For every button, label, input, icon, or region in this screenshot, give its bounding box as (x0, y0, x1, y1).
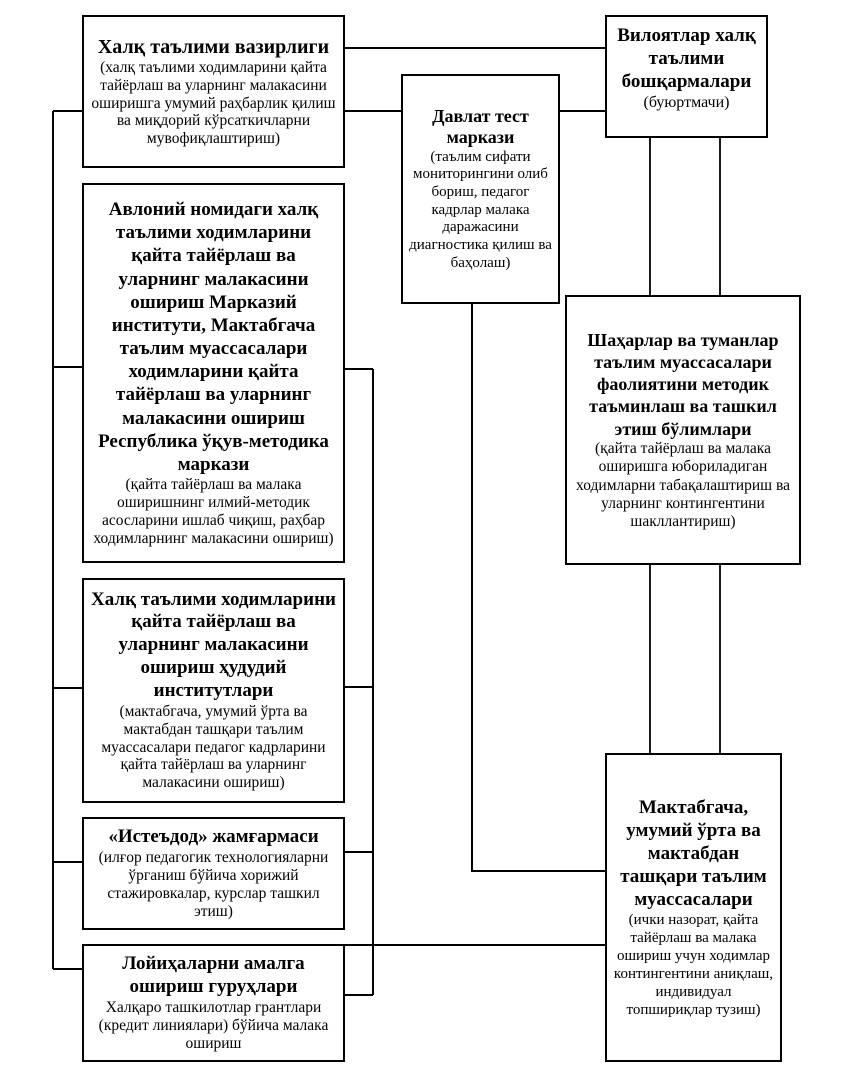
box-ministry (82, 15, 345, 168)
box-state-test-center-desc: (таълим сифати мониторингини олиб бориш, педагог кадрлар малака даражасини диагностика қилиш ва баҳолаш) (409, 148, 552, 271)
box-viloyat-departments-desc: (буюртмачи) (643, 94, 730, 112)
box-ministry-title: Халқ таълими вазирлиги (97, 35, 330, 58)
box-project-groups-desc: Халқаро ташкилотлар грантлари (кредит линиялари) бўйича малака ошириш (98, 998, 329, 1052)
box-istedod-foundation-desc: (илғор педагогик технологияларни ўрганиш бўйича хорижий стажировкалар, курслар ташкил этиш) (98, 848, 329, 920)
box-avloniy-institute-desc: (қайта тайёрлаш ва малака оширишнинг илмий-методик асосларини ишлаб чиқиш, раҳбар ходимларнинг малакасини ошириш) (93, 476, 334, 547)
box-state-test-center (401, 74, 560, 304)
box-avloniy-institute-title: Авлоний номидаги халқ таълими ходимларини қайта тайёрлаш ва уларнинг малакасини ошириш Марказий институти, Мактабгача таълим муассасалари ходимларини қайта тайёрлаш ва уларнинг малакасини ошириш Республика ўқув-методика маркази (98, 199, 329, 475)
box-regional-institutes (82, 578, 345, 803)
box-viloyat-departments (605, 15, 768, 138)
box-project-groups-title: Лойиҳаларни амалга ошириш гуруҳлари (122, 953, 305, 998)
box-city-district-units (565, 295, 801, 565)
box-regional-institutes-desc: (мактабгача, умумий ўрта ва мактабдан ташқари таълим муассасалари педагог кадрларини қайта тайёрлаш ва уларнинг малакасини ошириш) (101, 702, 326, 792)
box-ministry-desc: (халқ таълими ходимларини қайта тайёрлаш ва уларнинг малакасини оширишга умумий раҳбарлик қилиш ва миқдорий кўрсаткичларни мувофиқлаштириш) (91, 58, 336, 148)
box-avloniy-institute (82, 183, 345, 563)
box-istedod-foundation-title: «Истеъдод» жамғармаси (108, 826, 319, 848)
box-project-groups (82, 944, 345, 1062)
box-state-test-center-title: Давлат тест маркази (432, 105, 529, 148)
box-city-district-units-desc: (қайта тайёрлаш ва малака оширишга юбориладиган ходимларни табақалаштириш ва уларнинг контингентини шакллантириш) (576, 440, 790, 531)
box-education-institutions (605, 753, 782, 1062)
box-regional-institutes-title: Халқ таълими ходимларини қайта тайёрлаш ва уларнинг малакасини ошириш ҳудудий институтлари (91, 588, 336, 701)
box-city-district-units-title: Шаҳарлар ва туманлар таълим муассасалари фаолиятини методик таъминлаш ва ташкил этиш бўлимлари (587, 329, 779, 439)
box-education-institutions-desc: (ички назорат, қайта тайёрлаш ва малака ошириш учун ходимлар контингентини аниқлаш, индивидуал топшириқлар тузиш) (613, 912, 774, 1019)
box-education-institutions-title: Мактабгача, умумий ўрта ва мактабдан ташқари таълим муассасалари (620, 796, 767, 911)
box-viloyat-departments-title: Вилоятлар халқ таълими бошқармалари (617, 25, 756, 92)
box-istedod-foundation (82, 817, 345, 930)
